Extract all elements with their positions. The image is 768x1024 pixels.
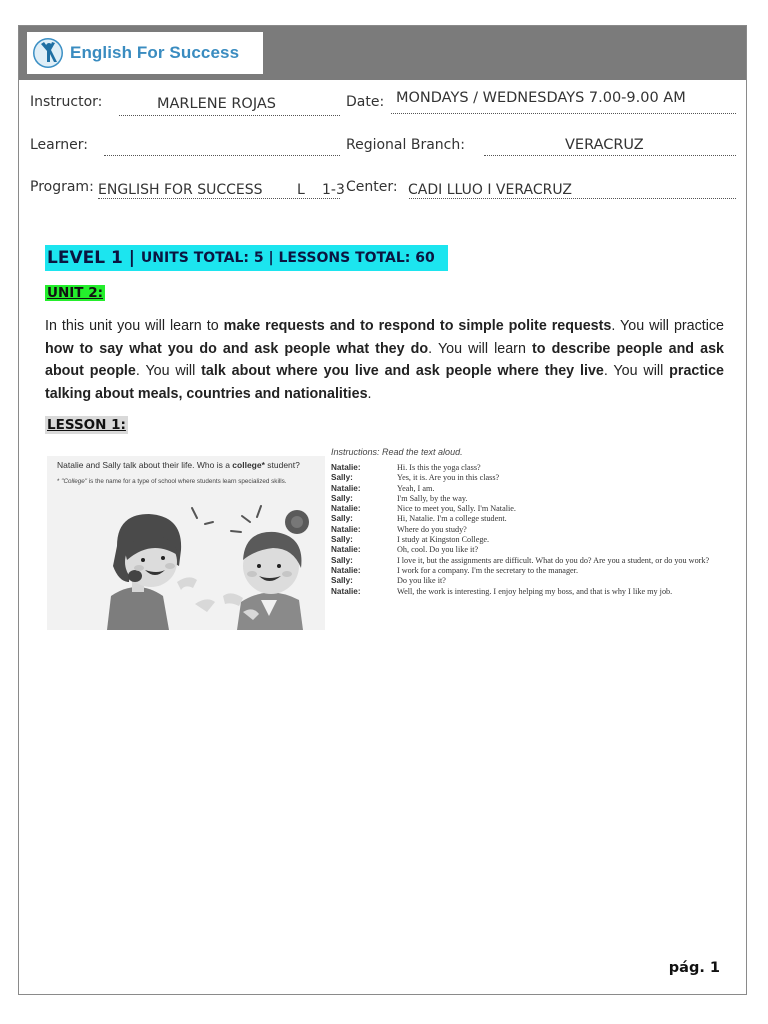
center-line <box>409 198 736 199</box>
question-text: student? <box>264 460 300 470</box>
dialog-line <box>331 494 731 504</box>
program-line <box>98 198 340 199</box>
level-title: LEVEL 1 | <box>47 248 135 268</box>
logo-figure-icon <box>33 38 63 68</box>
dialog-text: Yes, it is. Are you in this class? <box>397 473 500 483</box>
dialog-line <box>331 587 731 597</box>
dialog-line <box>331 463 731 473</box>
dialog-line <box>331 525 731 535</box>
dialog-line <box>331 473 731 483</box>
dialog-line <box>331 484 731 494</box>
dialog-line <box>331 535 731 545</box>
dialog-speaker: Sally: <box>331 535 353 545</box>
note-text: is the name for a type of school where students learn specialized skills. <box>87 478 287 485</box>
instructor-value: MARLENE ROJAS <box>157 96 276 112</box>
dialog-text: Oh, cool. Do you like it? <box>397 545 479 555</box>
dialog-text: Hi, Natalie. I'm a college student. <box>397 514 507 524</box>
dialog-text: Where do you study? <box>397 524 467 534</box>
program-units: 1-3 <box>322 182 345 198</box>
logo-text: English For Success <box>70 43 240 62</box>
intro-bold: how to say what you do and ask people what they do <box>45 340 429 357</box>
dialog-text: Yeah, I am. <box>397 483 435 493</box>
center-value: CADI LLUO I VERACRUZ <box>408 182 572 198</box>
note-term: "College" <box>61 478 88 485</box>
dialog-speaker: Sally: <box>331 555 353 565</box>
intro-text: In this unit you will learn to <box>45 318 224 334</box>
dialog-speaker: Natalie: <box>331 565 361 575</box>
page-number: pág. 1 <box>668 960 720 976</box>
instructor-label: Instructor: <box>30 94 103 110</box>
note-star: * <box>57 478 62 485</box>
intro-text: . You will learn <box>428 340 532 357</box>
dialog-text: I love it, but the assignments are difficult. What do you do? Are you a student, or do you work? <box>397 555 710 565</box>
program-level: L <box>297 182 305 198</box>
intro-text: . You will practice <box>611 318 724 334</box>
branch-line <box>484 155 736 156</box>
logo <box>27 32 263 74</box>
learner-line <box>104 155 340 156</box>
unit-intro-paragraph <box>45 315 724 405</box>
dialog-line <box>331 504 731 514</box>
instructor-line <box>119 115 340 116</box>
question-bold: college* <box>232 460 265 470</box>
dialog-speaker: Natalie: <box>331 504 361 514</box>
dialog-speaker: Sally: <box>331 576 353 586</box>
dialog-speaker: Natalie: <box>331 483 361 493</box>
dialog-line <box>331 514 731 524</box>
unit-heading: UNIT 2: <box>47 285 103 301</box>
center-label: Center: <box>346 179 398 195</box>
two-women-talking-icon <box>47 456 325 630</box>
dialog-line <box>331 566 731 576</box>
lesson-heading: LESSON 1: <box>47 417 126 433</box>
branch-label: Regional Branch: <box>346 137 465 153</box>
dialog-text: I work for a company. I'm the secretary to the manager. <box>397 565 578 575</box>
dialog-speaker: Natalie: <box>331 463 361 472</box>
level-details: UNITS TOTAL: 5 | LESSONS TOTAL: 60 <box>140 250 435 266</box>
intro-bold: make requests and to respond to simple polite requests <box>223 318 612 334</box>
program-value: ENGLISH FOR SUCCESS <box>98 182 263 198</box>
date-value: MONDAYS / WEDNESDAYS 7.00-9.00 AM <box>396 90 686 106</box>
dialog-transcript <box>331 447 731 597</box>
intro-bold: talk about where you live and ask people where they live <box>201 363 604 379</box>
dialog-speaker: Sally: <box>331 473 353 483</box>
dialog-instructions: Instructions: Read the text aloud. <box>331 447 463 457</box>
dialog-speaker: Natalie: <box>331 586 361 596</box>
program-label: Program: <box>30 179 94 195</box>
dialog-line <box>331 556 731 566</box>
dialog-text: I study at Kingston College. <box>397 535 490 545</box>
dialog-speaker: Natalie: <box>331 545 361 555</box>
question-text: Natalie and Sally talk about their life. Who is a <box>57 460 233 470</box>
branch-value: VERACRUZ <box>565 137 644 153</box>
dialog-text: Hi. Is this the yoga class? <box>397 463 481 472</box>
dialog-speaker: Natalie: <box>331 524 361 534</box>
dialog-lines <box>331 463 731 597</box>
learner-label: Learner: <box>30 137 88 153</box>
intro-text: . You will <box>603 363 670 379</box>
header-band <box>19 26 746 80</box>
conversation-illustration <box>47 456 325 630</box>
dialog-line <box>331 576 731 586</box>
level-banner <box>45 245 448 271</box>
dialog-text: Well, the work is interesting. I enjoy helping my boss, and that is why I like my job. <box>397 586 673 596</box>
dialog-speaker: Sally: <box>331 514 353 524</box>
date-line <box>391 113 736 114</box>
document-page <box>18 25 747 995</box>
dialog-text: Do you like it? <box>397 576 446 586</box>
date-label: Date: <box>346 94 385 110</box>
dialog-line <box>331 545 731 555</box>
dialog-text: I'm Sally, by the way. <box>397 493 468 503</box>
intro-text: . <box>367 385 372 402</box>
intro-text: . You will <box>135 363 202 379</box>
dialog-text: Nice to meet you, Sally. I'm Natalie. <box>397 504 516 514</box>
intro-bold: practice talking about meals, countries and nationalities <box>45 363 724 402</box>
intro-bold: to describe people and ask about people <box>45 340 724 379</box>
dialog-speaker: Sally: <box>331 493 353 503</box>
